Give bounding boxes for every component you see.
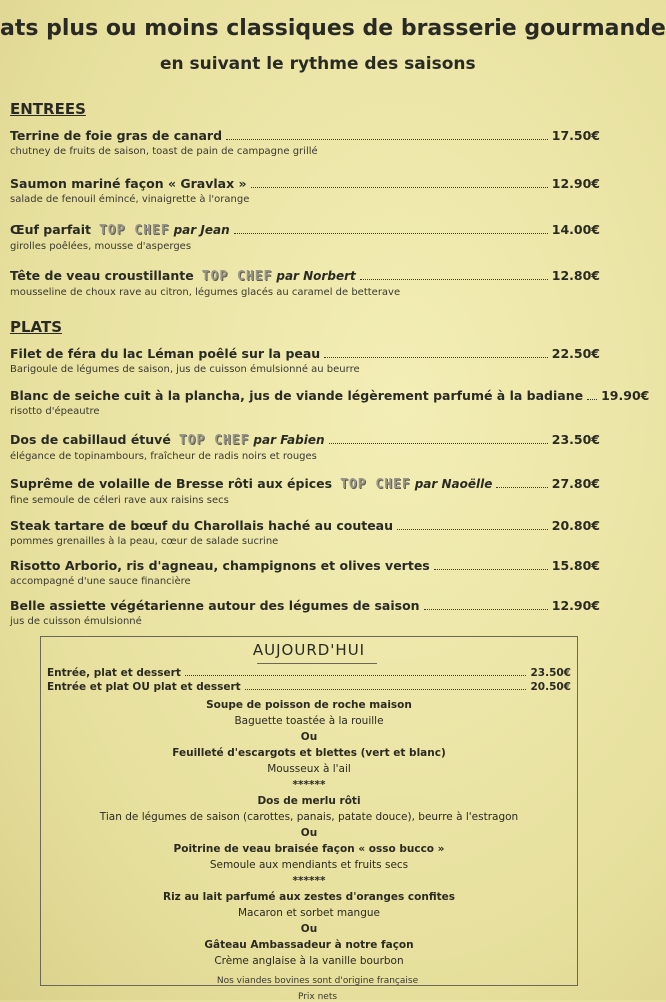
course-line: Soupe de poisson de roche maison: [206, 699, 412, 711]
item-description: pommes grenailles à la peau, cœur de salade sucrine: [10, 536, 279, 547]
course-line: Dos de merlu rôti: [257, 795, 361, 807]
menu-item: [10, 558, 600, 587]
course-line: Ou: [300, 827, 318, 839]
item-name: Belle assiette végétarienne autour des légumes de saison: [10, 598, 420, 613]
menu-item: [10, 432, 600, 462]
menu-item: [10, 518, 600, 547]
item-line: [10, 518, 600, 533]
dot-leader: [185, 675, 527, 676]
item-line: [10, 476, 600, 492]
course-line: Feuilleté d'escargots et blettes (vert et blanc): [172, 747, 446, 759]
dot-leader: [587, 399, 597, 400]
item-price: 22.50€: [551, 346, 600, 361]
section-heading-entrees: ENTREES: [10, 100, 86, 118]
item-description: élégance de topinambours, fraîcheur de radis noirs et rouges: [10, 451, 317, 462]
item-description: girolles poêlées, mousse d'asperges: [10, 241, 192, 252]
item-price: 19.90€: [601, 388, 650, 403]
item-price: 17.50€: [551, 128, 600, 143]
dot-leader: [397, 529, 548, 530]
top-chef-logo: TOP CHEF: [178, 433, 250, 448]
item-name: Œuf parfait: [10, 222, 91, 237]
course-line: Riz au lait parfumé aux zestes d'oranges confites: [163, 891, 455, 903]
item-price: 14.00€: [551, 222, 600, 237]
section-heading-plats: PLATS: [10, 318, 63, 336]
course-line: Macaron et sorbet mangue: [237, 907, 380, 919]
course-line: ******: [292, 779, 326, 791]
item-line: [10, 128, 600, 143]
menu-item: [10, 476, 600, 506]
course-line: Ou: [300, 923, 318, 935]
formula-label: Entrée, plat et dessert: [47, 667, 181, 679]
dot-leader: [496, 487, 547, 488]
item-line: [10, 558, 600, 573]
item-name: Blanc de seiche cuit à la plancha, jus de viande légèrement parfumé à la badiane: [10, 388, 584, 403]
item-chef: par Jean: [173, 223, 230, 237]
item-price: 23.50€: [551, 432, 600, 447]
course-line: Baguette toastée à la rouille: [234, 715, 384, 727]
item-price: 12.90€: [551, 598, 600, 613]
item-description: mousseline de choux rave au citron, légumes glacés au caramel de betterave: [10, 287, 401, 298]
formula-row: [47, 667, 571, 679]
item-name: Filet de féra du lac Léman poêlé sur la peau: [10, 346, 321, 361]
top-chef-logo: TOP CHEF: [98, 223, 170, 238]
item-price: 27.80€: [551, 476, 600, 491]
item-description: salade de fenouil émincé, vinaigrette à l'orange: [10, 194, 250, 205]
item-name: Saumon mariné façon « Gravlax »: [10, 176, 247, 191]
course-line: Tian de légumes de saison (carottes, panais, patate douce), beurre à l'estragon: [99, 811, 519, 823]
formula-label: Entrée et plat OU plat et dessert: [47, 681, 241, 693]
item-name: Dos de cabillaud étuvé: [10, 432, 171, 447]
dot-leader: [360, 279, 548, 280]
item-chef: par Norbert: [276, 269, 356, 283]
top-chef-logo: TOP CHEF: [201, 269, 273, 284]
dot-leader: [251, 187, 548, 188]
aujourdhui-heading: AUJOURD'HUI: [252, 641, 366, 659]
item-line: [10, 346, 600, 361]
course-line: Semoule aux mendiants et fruits secs: [209, 859, 409, 871]
dot-leader: [434, 569, 548, 570]
prices-note: Prix nets: [297, 992, 338, 1002]
course-line: Poitrine de veau braisée façon « osso bucco »: [173, 843, 445, 855]
course-line: ******: [292, 875, 326, 887]
item-chef: par Naoëlle: [414, 477, 493, 491]
formula-row: [47, 681, 571, 693]
menu-item: [10, 128, 600, 157]
item-price: 20.80€: [551, 518, 600, 533]
menu-subtitle: en suivant le rythme des saisons: [160, 54, 476, 74]
item-name: Steak tartare de bœuf du Charollais haché au couteau: [10, 518, 394, 533]
item-line: [10, 432, 600, 448]
item-description: fine semoule de céleri rave aux raisins secs: [10, 495, 229, 506]
course-line: Crème anglaise à la vanille bourbon: [214, 955, 404, 967]
course-line: Gâteau Ambassadeur à notre façon: [204, 939, 414, 951]
menu-item: [10, 388, 650, 417]
menu-item: [10, 268, 600, 298]
item-line: [10, 388, 650, 403]
item-description: jus de cuisson émulsionné: [10, 616, 142, 627]
item-price: 12.90€: [551, 176, 600, 191]
item-line: [10, 598, 600, 613]
item-name: Terrine de foie gras de canard: [10, 128, 223, 143]
menu-item: [10, 598, 600, 627]
course-line: Mousseux à l'ail: [267, 763, 351, 775]
dot-leader: [226, 139, 548, 140]
formula-price: 23.50€: [530, 667, 571, 679]
formula-price: 20.50€: [530, 681, 571, 693]
item-name: Suprême de volaille de Bresse rôti aux épices: [10, 476, 333, 491]
item-line: [10, 268, 600, 284]
heading-underline: [257, 663, 377, 664]
dot-leader: [245, 689, 527, 690]
menu-item: [10, 176, 600, 205]
menu-item: [10, 346, 600, 375]
menu-item: [10, 222, 600, 252]
aujourdhui-box: [40, 636, 578, 986]
origin-note: Nos viandes bovines sont d'origine française: [216, 976, 419, 986]
dot-leader: [234, 233, 548, 234]
item-name: Risotto Arborio, ris d'agneau, champignons et olives vertes: [10, 558, 430, 573]
item-chef: par Fabien: [253, 433, 325, 447]
top-chef-logo: TOP CHEF: [340, 477, 411, 492]
item-price: 12.80€: [551, 268, 600, 283]
item-description: accompagné d'une sauce financière: [10, 576, 191, 587]
item-name: Tête de veau croustillante: [10, 268, 194, 283]
dot-leader: [324, 357, 548, 358]
item-line: [10, 222, 600, 238]
dot-leader: [329, 443, 548, 444]
item-description: chutney de fruits de saison, toast de pain de campagne grillé: [10, 146, 318, 157]
item-description: risotto d'épeautre: [10, 406, 100, 417]
item-price: 15.80€: [551, 558, 600, 573]
course-line: Ou: [300, 731, 318, 743]
item-line: [10, 176, 600, 191]
menu-title: ats plus ou moins classiques de brasserie gourmande: [0, 16, 666, 41]
dot-leader: [424, 609, 548, 610]
item-description: Barigoule de légumes de saison, jus de cuisson émulsionné au beurre: [10, 364, 360, 375]
